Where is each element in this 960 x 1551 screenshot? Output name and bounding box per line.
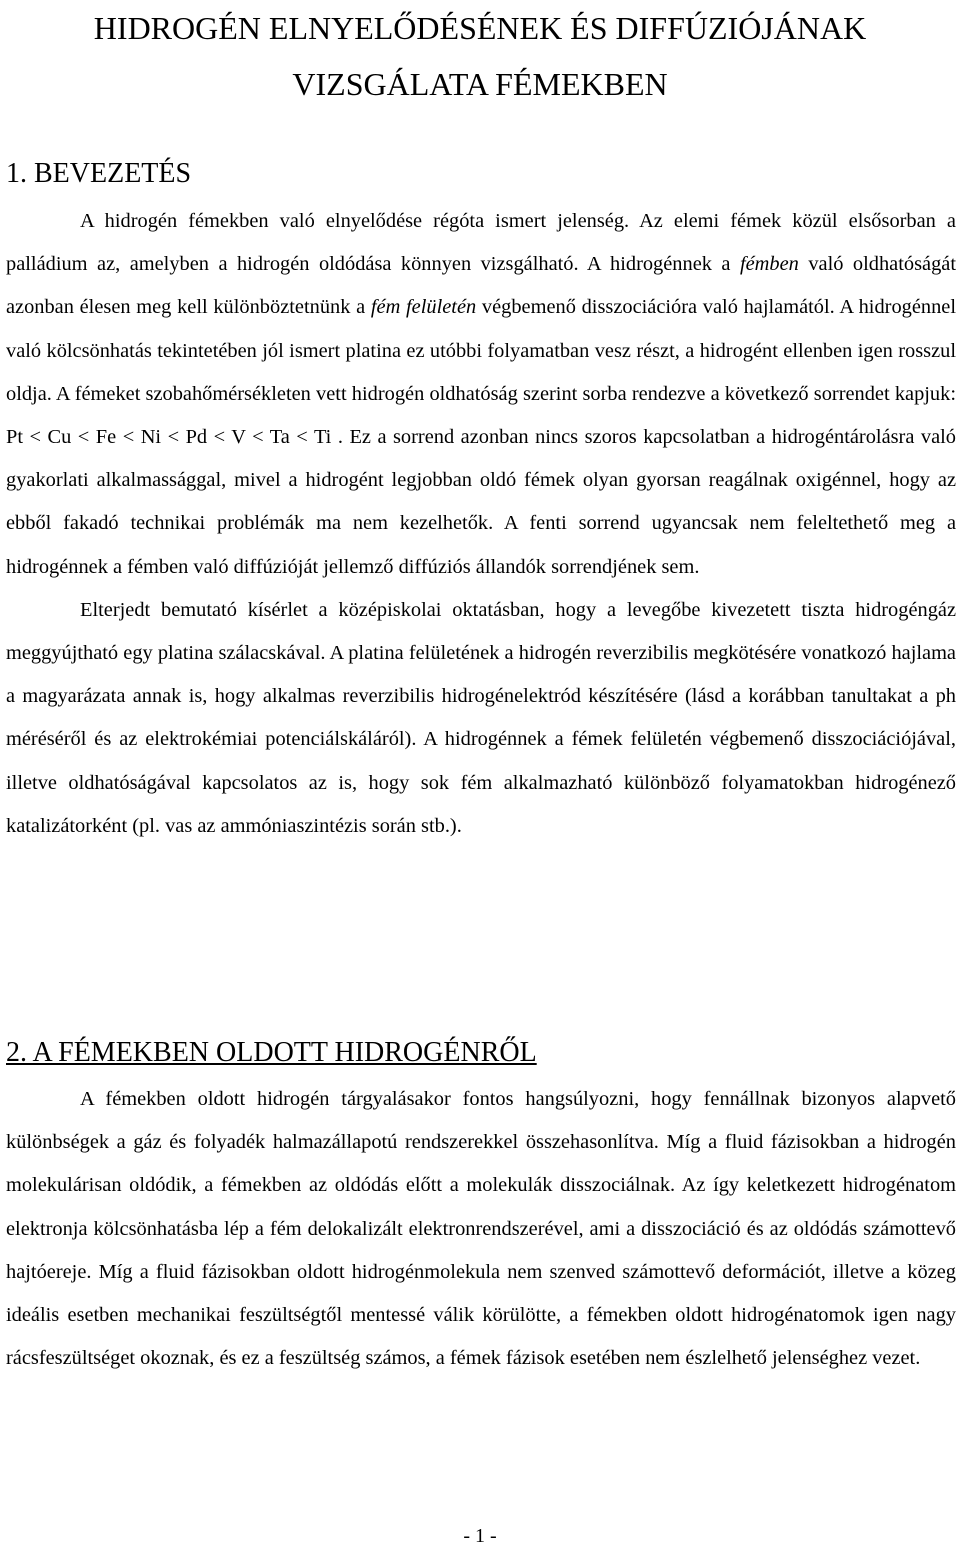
title-line-2: VIZSGÁLATA FÉMEKBEN [292, 66, 668, 102]
paragraph-text: végbemenő disszociációra való hajlamától. A hidrogénnel való kölcsönhatás tekintetében jól ismert platina ez utóbbi folyamatban vesz részt, a hidrogént ellenben igen rosszul oldja. A fémeket szobahőmérsékleten vett hidrogén oldhatóság szerint sorba rendezve a következő sorrendet kapjuk: Pt < Cu < Fe < Ni < Pd < V < Ta < Ti . Ez a sorrend azonban nincs szoros kapcsolatban a hidrogéntárolásra való gyakorlati alkalmassággal, mivel a hidrogént legjobban oldó fémek olyan gyorsan reagálnak oxigénnel, hogy az ebből fakadó technikai problémák ma nem kezelhetők. A fenti sorrend ugyancsak nem feleltethető meg a hidrogénnek a fémben való diffúzióját jellemző diffúziós állandók sorrendjének sem. [6, 296, 957, 578]
document-title [0, 0, 960, 112]
paragraph-text: való oldhatóságát azonban élesen meg kell különböztetnünk a [6, 253, 956, 319]
section-1-body [6, 200, 956, 848]
section-2-body [6, 1078, 956, 1380]
section-2-paragraph-1: A fémekben oldott hidrogén tárgyalásakor fontos hangsúlyozni, hogy fennállnak bizonyos alapvető különbségek a gáz és folyadék halmazállapotú rendszerekkel összehasonlítva. Míg a fluid fázisokban a hidrogén molekulárisan oldódik, a fémekben az oldódás előtt a molekulák disszociálnak. Az így keletkezett hidrogénatom elektronja kölcsönhatásba lép a fém delokalizált elektronrendszerével, ami a disszociáció és az oldódás számottevő hajtóereje. Míg a fluid fázisokban oldott hidrogénmolekula nem szenved számottevő deformációt, illetve a közeg ideális esetben mechanikai feszültségtől mentessé válik körülötte, a fémekben oldott hidrogénatomok igen nagy rácsfeszültséget okoznak, és ez a feszültség számos, a fémek fázisok esetében nem észlelhető jelenséghez vezet. [6, 1088, 956, 1370]
title-line-1: HIDROGÉN ELNYELŐDÉSÉNEK ÉS DIFFÚZIÓJÁNAK [93, 10, 867, 46]
section-1-paragraph-1 [6, 200, 956, 589]
emphasis-text: fém felületén [370, 296, 477, 319]
paragraph-text: A hidrogén fémekben való elnyelődése régóta ismert jelenség. Az elemi fémek közül elsősorban a palládium az, amelyben a hidrogén oldódása könnyen vizsgálható. A hidrogénnek a [6, 210, 956, 276]
section-1-paragraph-2: Elterjedt bemutató kísérlet a középiskolai oktatásban, hogy a levegőbe kivezetett tiszta hidrogéngáz meggyújtható egy platina szálacskával. A platina felületének a hidrogén reverzibilis megkötésére vonatkozó hajlama a magyarázata annak is, hogy alkalmas reverzibilis hidrogénelektród készítésére (lásd a korábban tanultakat a ph méréséről és az elektrokémiai potenciálskáláról). A hidrogénnek a fémek felületén végbemenő disszociációjával, illetve oldhatóságával kapcsolatos az is, hogy sok fém alkalmazható különböző folyamatokban hidrogénező katalizátorként (pl. vas az ammóniaszintézis során stb.). [6, 598, 956, 837]
section-1-heading: 1. BEVEZETÉS [6, 158, 192, 189]
page-number: - 1 - [463, 1525, 497, 1547]
emphasis-text: fémben [739, 253, 799, 276]
section-2-heading: 2. A FÉMEKBEN OLDOTT HIDROGÉNRŐL [6, 1037, 537, 1068]
